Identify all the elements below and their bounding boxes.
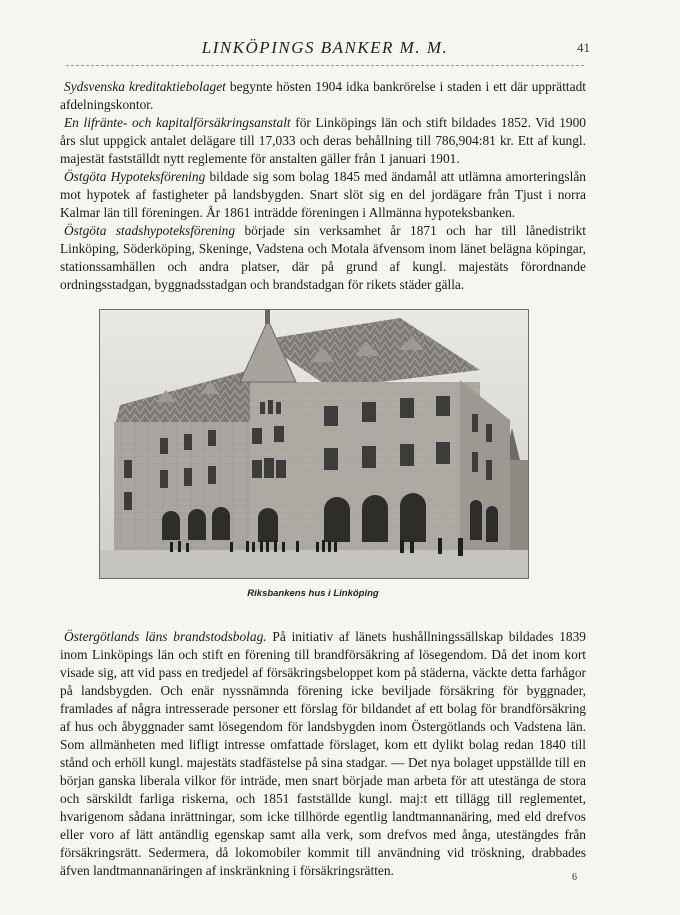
bottom-text-block bbox=[60, 628, 586, 880]
paragraph-body: för Linköpings län och stift bildades 1852. Vid 1900 års slut uppgick antalet delägare till 17,033 och deras behållning till 786,904:81 kr. Ett af kungl. majestät fastställdt nytt reglemente för anstalten gäller från 1 januari 1901. bbox=[60, 115, 586, 166]
paragraph-brandstodsbolag bbox=[60, 628, 586, 880]
paragraph-lead: Östergötlands läns brandstodsbolag. bbox=[64, 629, 267, 644]
top-text-block bbox=[60, 78, 586, 294]
paragraph-lifrante bbox=[60, 114, 586, 168]
header-rule bbox=[66, 65, 584, 66]
page-number: 41 bbox=[577, 40, 590, 55]
paragraph-body: begynte hösten 1904 idka bankrörelse i staden i ett där upprättadt afdelningskontor. bbox=[60, 79, 587, 112]
paragraph-hypoteksforening bbox=[60, 168, 586, 222]
signature-mark: 6 bbox=[572, 872, 577, 883]
paragraph-lead: Sydsvenska kreditaktiebolaget bbox=[64, 79, 226, 94]
paragraph-stadshypoteksforening bbox=[60, 222, 586, 294]
paragraph-body: bildade sig som bolag 1845 med ändamål att utlämna amorteringslån mot hypotek af fastigheter på landsbygden. Snart slöt sig en del jordägare från Tjust i norra Kalmar län till föreningen. År 1861 inträdde föreningen i Allmänna hypoteksbanken. bbox=[60, 169, 586, 220]
running-title: LINKÖPINGS BANKER M. M. bbox=[201, 38, 449, 57]
building-photograph bbox=[99, 309, 529, 579]
page-header bbox=[60, 38, 590, 62]
paragraph-body: började sin verksamhet år 1871 och har till lånedistrikt Linköping, Söderköping, Skeninge, Vadstena och Motala äfvensom inom länet belägna köpingar, stationssamhällen och andra platser, där på grund af kungl. majestäts förordnande ordningsstadgan, byggnadsstadgan och brandstadgan för rikets städer gälla. bbox=[60, 223, 586, 292]
paragraph-lead: Östgöta stadshypoteksförening bbox=[64, 223, 236, 238]
paragraph-sydsvenska bbox=[60, 78, 586, 114]
figure-caption: Riksbankens hus i Linköping bbox=[247, 588, 379, 599]
paragraph-lead: Östgöta Hypoteksförening bbox=[64, 169, 206, 184]
paragraph-lead: En lifränte- och kapitalförsäkringsanstalt bbox=[64, 115, 291, 130]
paragraph-body: På initiativ af länets hushållningssällskap bildades 1839 inom Linköpings län och stift en förening till brandförsäkring af lösegendom. Då det inom kort visade sig, att vid pass en tredjedel af försäkringsbeloppet kom på städerna, väckte detta farhågor på landsbygden. Och enär nyssnämnda förening icke beviljade försäkring för byggnader, framlades af några intresserade personer ett förslag för bildandet af ett bolag för brandförsäkring af hus och åbyggnader samt lösegendom för landsbygden inom Östergötlands och Vadstena län. Som allmänheten med lifligt intresse omfattade förslaget, kom ett dylikt bolag redan 1840 till stånd och erhöll kungl. majestäts stadfästelse på sina stadgar. — Det nya bolaget uppställde till en början ganska liberala vilkor för inträde, men snart började man arbeta för att utestänga de stora och särskildt farliga riskerna, och 1851 fastställde kungl. maj:t ett tillägg till reglementet, hvarigenom sådana inrättningar, som icke tillhörde egentlig landtmannanäring, med eld drefvos eller voro af lätt antändlig egenskap samt alla verk, som drefvos med ånga, utestängdes från försäkringsrätt. Sedermera, då lokomobiler kommit till användning vid tröskning, drabbades äfven landtmannanäringen af inskränkning i försäkringsrätten. bbox=[60, 629, 586, 878]
